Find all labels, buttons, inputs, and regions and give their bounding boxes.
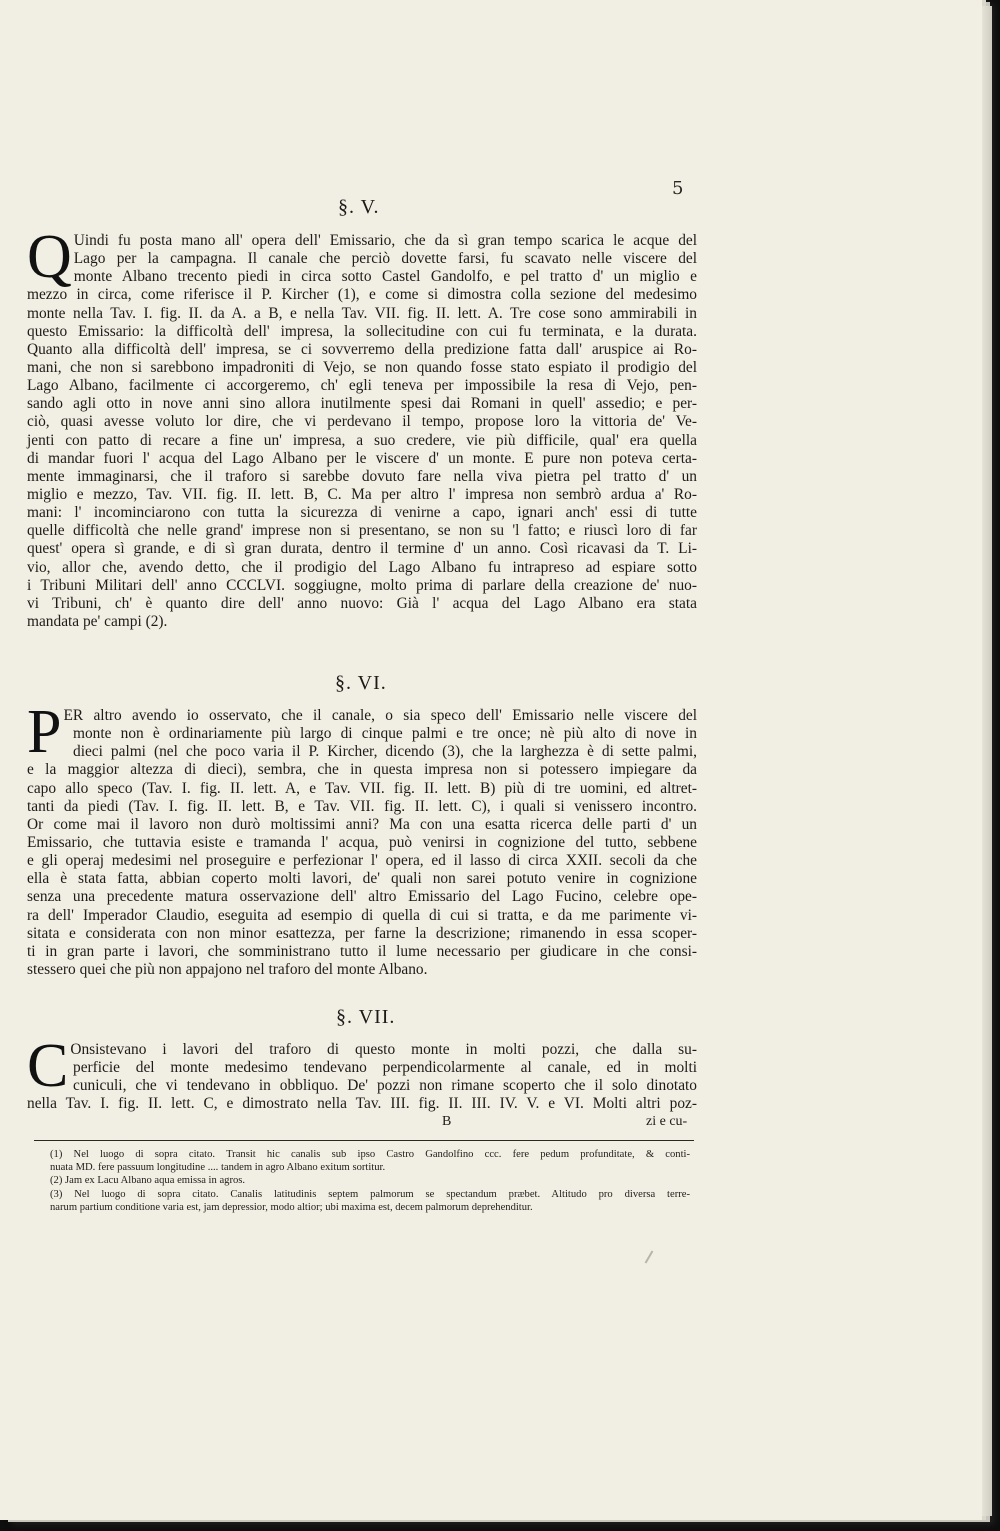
text-line: ra dell' Imperador Claudio, eseguita ad esempio di quella di cui si tratta, e da me parimente vi- — [27, 906, 697, 924]
text-line: mezzo in circa, come riferisce il P. Kircher (1), e come si dimostra colla sezione del medesimo — [27, 286, 697, 304]
footnote-line: (1) Nel luogo di sopra citato. Transit hic canalis sub ipso Castro Gandolfino ccc. fere pedum profunditate, & conti- — [50, 1149, 690, 1160]
text-line: ER altro avendo io osservato, che il canale, o sia speco dell' Emissario nelle viscere del — [63, 707, 697, 724]
text-line: Emissario, che tuttavia esiste e tramanda l' acqua, può venirsi in cognizione del tutto, sebbene — [27, 833, 697, 851]
text-line: Onsistevano i lavori del traforo di questo monte in molti pozzi, che dalla su- — [70, 1041, 697, 1058]
footnote-line: nuata MD. fere passuum longitudine .... tandem in agro Albano exitum sortitur. — [50, 1162, 386, 1174]
text-line: e gli operaj medesimi nel proseguire e perfezionar l' opera, ed il lasso di circa XXII. secoli da che — [27, 852, 697, 870]
footnote-line: (3) Nel luogo di sopra citato. Canalis latitudinis septem palmorum se spectandum præbet. Altitudo pro diversa terre- — [50, 1188, 690, 1200]
text-line: quelle difficoltà che nelle grand' imprese non si presentano, se non su 'l fatto; e riuscì loro di far — [27, 522, 697, 540]
text-line: Uindi fu posta mano all' opera dell' Emissario, che da sì gran tempo scarica le acque del — [73, 232, 697, 249]
section-title-vi: §. VI. — [335, 672, 387, 694]
text-line: jenti con patto di recare a fine un' impresa, a suo credere, vie più difficile, qual' era quella — [27, 431, 697, 449]
text-line: Lago per la campagna. Il canale che perciò dovette farsi, fu scavato nelle viscere del — [73, 250, 697, 268]
text-line: mandata pe' campi (2). — [27, 612, 168, 630]
section-v-body — [27, 223, 697, 631]
text-line: cuniculi, che vi tendevano in obbliquo. De' pozzi non rimane scoperto che il solo dinotato — [73, 1077, 697, 1095]
text-line: senza una precedente matura osservazione dell' altro Emissario del Lago Fucino, celebre ope- — [27, 888, 697, 906]
footnotes — [50, 1148, 690, 1214]
text-line: sitata e considerata con non minor esattezza, per farne la descrizione; rimanendo in essa scoper- — [27, 924, 697, 942]
text-line: mente immaginarsi, che il traforo si sarebbe dovuto fare nella viva pietra pel tratto d' un — [27, 467, 697, 485]
text-line: Lago Albano, facilmente ci accorgeremo, ch' egli teneva per impossibile la resa di Vejo, pen- — [27, 377, 697, 395]
drop-cap: Q — [27, 223, 72, 291]
footnote-line: (2) Jam ex Lacu Albano aqua emissa in agros. — [50, 1175, 246, 1187]
text-line: di mandar fuori l' acqua del Lago Albano per le viscere d' un monte. E pure non poteva certa- — [27, 449, 697, 467]
text-line: stessero quei che più non appajono nel traforo del monte Albano. — [27, 960, 428, 978]
text-line: ella è stata fatta, abbian coperto molti lavori, de' quali non sarei potuto venire in cognizione — [27, 870, 697, 888]
drop-cap: C — [27, 1032, 69, 1100]
text-line: questo Emissario: la difficoltà dell' impresa, la sollecitudine con cui fu terminata, e la durata. — [27, 322, 697, 340]
text-line: vio, allor che, avendo detto, che il prodigio del Lago Albano fu intrapreso ad espiare sotto — [27, 558, 697, 576]
text-line: e la maggior altezza di dieci), sembra, che in questa impresa non si potessero impiegare da — [27, 761, 697, 779]
text-line: monte non è ordinariamente più largo di cinque palmi e tre once; nè più alto di nove in — [73, 725, 697, 743]
text-line: monte Albano trecento piedi in circa sotto Castel Gandolfo, e pel tratto d' un miglio e — [73, 268, 697, 286]
text-line: ti in gran parte i lavori, che somministrano tutto il lume necessario per giudicare in che consi- — [27, 942, 697, 960]
text-line: monte nella Tav. I. fig. II. da A. a B, e nella Tav. VII. fig. II. lett. A. Tre cose sono ammirabili in — [27, 304, 697, 322]
text-line: mani, che non si sarebbono impadroniti di Vejo, se non quando fosse stato espiato il prodigio del — [27, 358, 697, 376]
footnote-line: narum partium conditione varia est, jam depressior, modo altior; ubi maxima est, decem palmorum deprehenditur. — [50, 1201, 533, 1213]
text-line: i Tribuni Militari dell' anno CCCLVI. soggiugne, molto prima di parlare della creazione de' nuo- — [27, 576, 697, 594]
text-line: miglio e mezzo, Tav. VII. fig. II. lett. B, C. Ma per altro l' impresa non sembrò ardua a' Ro- — [27, 485, 697, 503]
section-vii-body — [27, 1032, 697, 1114]
text-line: sando agli otto in nove anni sino allora inutilmente spesi dai Romani in quell' assedio; e per- — [27, 395, 697, 413]
drop-cap: P — [27, 698, 62, 766]
text-line: dieci palmi (nel che poco varia il P. Kircher, dicendo (3), che la larghezza è di sette palmi, — [73, 743, 697, 761]
text-line: perficie del monte medesimo tendevano perpendicolarmente al canale, ed in molti — [73, 1059, 697, 1077]
section-title-v: §. V. — [338, 196, 380, 218]
text-line: Or come mai il lavoro non durò moltissimi anni? Ma con una esatta ricerca delle parti d' un — [27, 815, 697, 833]
text-line: vi Tribuni, ch' è quanto dire dell' anno nuovo: Già l' acqua del Lago Albano era stata — [27, 594, 697, 612]
section-title-vii: §. VII. — [336, 1006, 396, 1028]
footnote-rule — [34, 1140, 694, 1141]
text-line: capo allo speco (Tav. I. fig. II. lett. A, e Tav. VII. fig. II. lett. B) più di tre uomini, ed altret- — [27, 779, 697, 797]
page-number: 5 — [672, 178, 684, 199]
text-line: Quanto alla difficoltà dell' impresa, se ci sovverremo della predizione fatta dall' aruspice ai Ro- — [27, 340, 697, 358]
section-vi-body — [27, 698, 697, 979]
text-line: quest' opera sì grande, e di sì gran durata, dentro il termine d' un anno. Così ricavasi da T. Li- — [27, 540, 697, 558]
page-edge — [982, 6, 992, 1516]
text-line: ciò, quasi avesse voluto lor dire, che vi perdevano il tempo, propose loro la vittoria de' Ve- — [27, 413, 697, 431]
text-line: nella Tav. I. fig. II. lett. C, e dimostrato nella Tav. III. fig. II. III. IV. V. e VI. Molti altri poz- — [27, 1095, 697, 1113]
catchword: zi e cu- — [646, 1114, 688, 1129]
text-line: mani: l' incominciarono con tutta la sicurezza di venirne a capo, ignari anch' essi di tutte — [27, 504, 697, 522]
signature-mark: B — [442, 1114, 452, 1129]
text-line: tanti da piedi (Tav. I. fig. II. lett. B, e Tav. VII. fig. II. lett. C), i quali si venissero incontro. — [27, 797, 697, 815]
